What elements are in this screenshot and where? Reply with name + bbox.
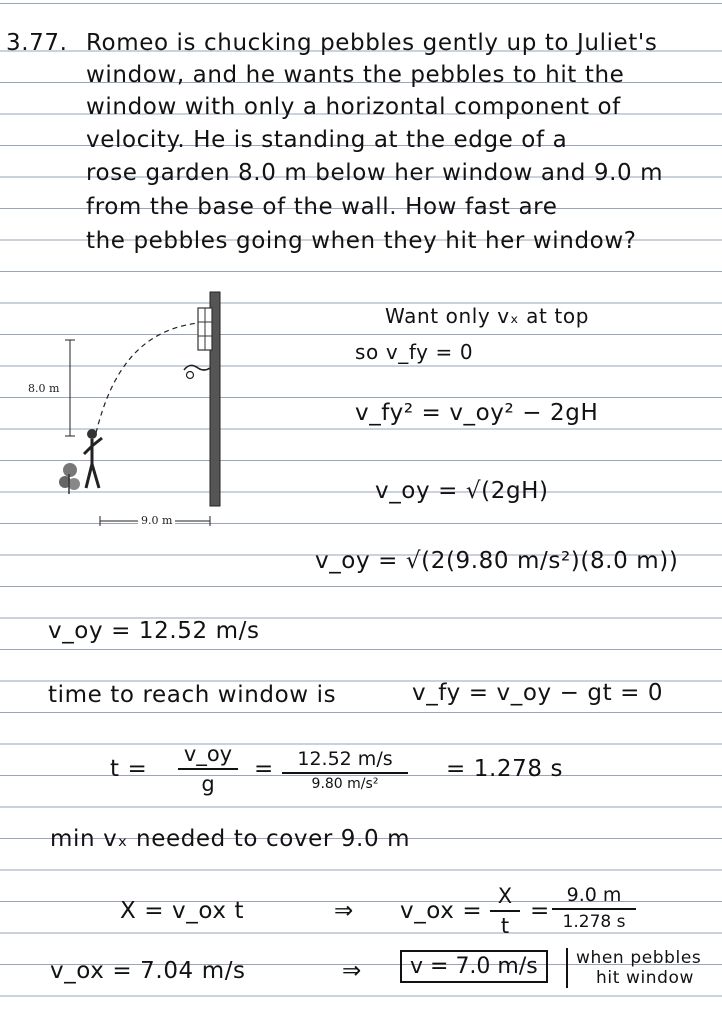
vox-value: v_ox = 7.04 m/s xyxy=(50,958,246,984)
time-equation: v_fy = v_oy − gt = 0 xyxy=(412,680,664,706)
problem-line-2: window, and he wants the pebbles to hit the xyxy=(86,62,625,88)
result-voy: v_oy = 12.52 m/s xyxy=(48,618,260,644)
x-over-t-num: X xyxy=(497,884,513,908)
problem-line-7: the pebbles going when they hit her window? xyxy=(86,228,637,254)
t-fraction-2 xyxy=(282,748,408,792)
problem-line-1: Romeo is chucking pebbles gently up to Juliet's xyxy=(86,30,658,56)
height-label: 8.0 m xyxy=(28,382,60,395)
so-line: so v_fy = 0 xyxy=(355,340,474,364)
problem-line-3: window with only a horizontal component of xyxy=(86,94,621,120)
distance-over-time-den: 1.278 s xyxy=(562,912,626,932)
distance-label: 9.0 m xyxy=(138,514,175,527)
t-fraction-1 xyxy=(178,742,238,796)
t-fraction-2-bar xyxy=(282,772,408,774)
t-equals: = xyxy=(254,756,274,782)
implies-2: ⇒ xyxy=(342,958,362,984)
trajectory-path xyxy=(96,323,198,433)
implies-1: ⇒ xyxy=(334,898,354,924)
final-note-line-2: hit window xyxy=(596,968,695,988)
romeo-juliet-figure xyxy=(28,278,242,538)
t-fraction-1-num: v_oy xyxy=(183,742,233,766)
t-lhs: t = xyxy=(110,756,148,782)
romeo-body xyxy=(84,438,102,488)
distance-over-time-bar xyxy=(552,908,636,910)
x-over-t xyxy=(490,884,520,938)
equation-2: v_oy = √(2gH) xyxy=(375,478,549,504)
equals-sign: = xyxy=(530,898,550,924)
time-text: time to reach window is xyxy=(48,682,337,708)
problem-line-5: rose garden 8.0 m below her window and 9.0 m xyxy=(86,160,664,186)
problem-line-4: velocity. He is standing at the edge of a xyxy=(86,127,568,153)
figure-drawing xyxy=(52,278,242,538)
equation-3: v_oy = √(2(9.80 m/s²)(8.0 m)) xyxy=(315,548,679,574)
romeo-head xyxy=(87,429,97,439)
x-over-t-den: t xyxy=(500,914,510,938)
t-fraction-2-num: 12.52 m/s xyxy=(297,748,393,770)
final-answer-box: v = 7.0 m/s xyxy=(400,950,548,983)
t-fraction-1-bar xyxy=(178,768,238,770)
distance-over-time-num: 9.0 m xyxy=(566,884,622,906)
distance-over-time xyxy=(552,884,636,932)
min-text: min vₓ needed to cover 9.0 m xyxy=(50,826,411,852)
final-note-line-1: when pebbles xyxy=(576,948,702,968)
final-note xyxy=(566,948,701,988)
vox-lhs: v_ox = xyxy=(400,898,483,924)
want-line: Want only vₓ at top xyxy=(385,304,589,328)
t-fraction-1-den: g xyxy=(201,772,215,796)
problem-line-6: from the base of the wall. How fast are xyxy=(86,194,558,220)
x-over-t-bar xyxy=(490,910,520,912)
problem-number: 3.77. xyxy=(6,30,68,56)
t-result: = 1.278 s xyxy=(446,756,564,782)
equation-1: v_fy² = v_oy² − 2gH xyxy=(355,400,599,426)
balcony-shape xyxy=(184,365,210,370)
x-equation: X = v_ox t xyxy=(120,898,245,924)
t-fraction-2-den: 9.80 m/s² xyxy=(311,776,379,792)
